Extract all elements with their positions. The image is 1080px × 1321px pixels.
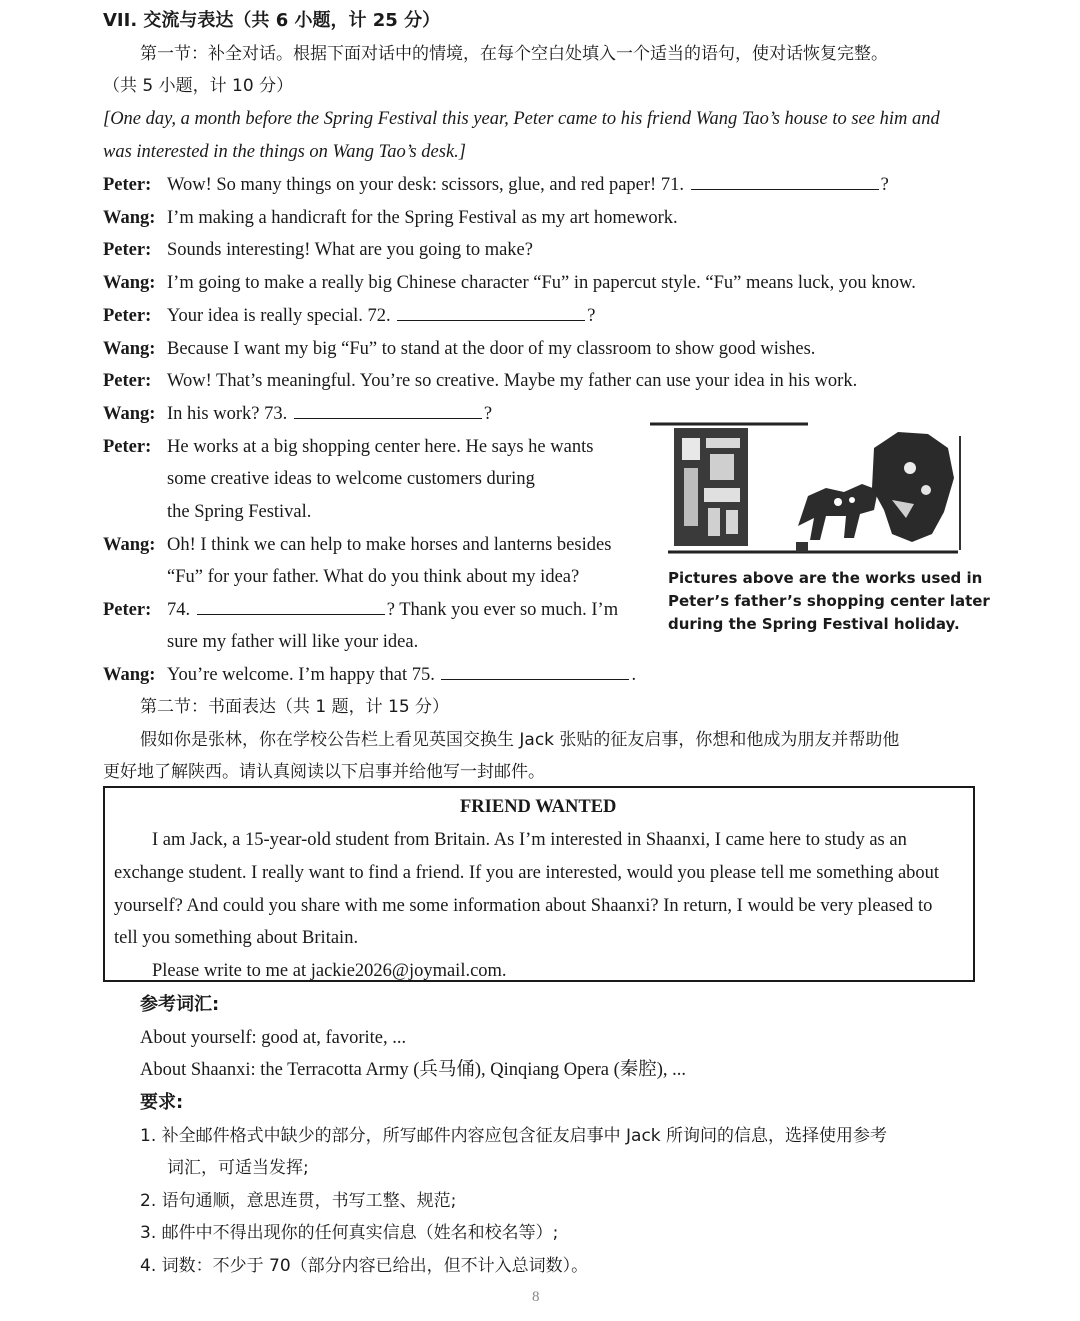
section-title: VII. 交流与表达（共 6 小题，计 25 分）: [103, 10, 441, 31]
dialogue-line: some creative ideas to welcome customers during: [167, 469, 535, 489]
speaker-label: Peter:: [103, 437, 152, 457]
notice-line: yourself? And could you share with me some information about Shaanxi? In return, I would be very pleased to: [114, 896, 933, 916]
page-number: 8: [532, 1289, 540, 1305]
answer-blank-73[interactable]: [294, 402, 482, 419]
speaker-label: Peter:: [103, 175, 152, 195]
dialogue-line-71: Wow! So many things on your desk: scissors, glue, and red paper! 71. ?: [167, 175, 889, 195]
context-line-2: was interested in the things on Wang Tao’s desk.]: [103, 142, 466, 162]
dialogue-line: Wow! That’s meaningful. You’re so creative. Maybe my father can use your idea in his work.: [167, 371, 858, 391]
dialogue-line-74: 74. ? Thank you ever so much. I’m: [167, 600, 619, 620]
requirement-item: 2. 语句通顺，意思连贯，书写工整、规范;: [140, 1191, 457, 1211]
requirement-item: 词汇，可适当发挥;: [167, 1158, 309, 1178]
speaker-label: Wang:: [103, 208, 156, 228]
picture-caption: Peter’s father’s shopping center later: [668, 592, 990, 610]
answer-blank-74[interactable]: [197, 598, 385, 615]
speaker-label: Peter:: [103, 600, 152, 620]
speaker-label: Wang:: [103, 535, 156, 555]
dialogue-line-73: In his work? 73. ?: [167, 404, 493, 424]
picture-caption: during the Spring Festival holiday.: [668, 615, 960, 633]
part2-instruction: 假如你是张林，你在学校公告栏上看见英国交换生 Jack 张贴的征友启事，你想和他成为朋友并帮助他: [140, 730, 900, 750]
speaker-label: Peter:: [103, 240, 152, 260]
reference-line: About yourself: good at, favorite, ...: [140, 1028, 407, 1048]
speaker-label: Wang:: [103, 665, 156, 685]
part1-score: （共 5 小题，计 10 分）: [103, 76, 294, 96]
speaker-label: Peter:: [103, 306, 152, 326]
requirement-item: 3. 邮件中不得出现你的任何真实信息（姓名和校名等）;: [140, 1223, 559, 1243]
answer-blank-71[interactable]: [691, 173, 879, 190]
dialogue-line: Because I want my big “Fu” to stand at the door of my classroom to show good wishes.: [167, 339, 816, 359]
part1-instruction: 第一节：补全对话。根据下面对话中的情境，在每个空白处填入一个适当的语句，使对话恢复完整。: [140, 44, 888, 64]
speaker-label: Wang:: [103, 339, 156, 359]
speaker-label: Wang:: [103, 273, 156, 293]
part2-title: 第二节：书面表达（共 1 题，计 15 分）: [140, 697, 450, 717]
reference-line: About Shaanxi: the Terracotta Army (兵马俑), Qinqiang Opera (秦腔), ...: [140, 1060, 687, 1080]
requirements-title: 要求:: [140, 1092, 184, 1113]
notice-line: exchange student. I really want to find a friend. If you are interested, would you please tell me something about: [114, 863, 940, 883]
dialogue-line: sure my father will like your idea.: [167, 632, 419, 652]
dialogue-line: I’m making a handicraft for the Spring Festival as my art homework.: [167, 208, 678, 228]
dialogue-line-72: Your idea is really special. 72. ?: [167, 306, 596, 326]
dialogue-line: “Fu” for your father. What do you think about my idea?: [167, 567, 580, 587]
notice-heading: FRIEND WANTED: [460, 797, 617, 817]
answer-blank-75[interactable]: [441, 663, 629, 680]
requirement-item: 4. 词数：不少于 70（部分内容已给出，但不计入总词数）。: [140, 1256, 589, 1276]
notice-line: I am Jack, a 15-year-old student from Britain. As I’m interested in Shaanxi, I came here to study as an: [152, 830, 907, 850]
notice-line: tell you something about Britain.: [114, 928, 359, 948]
dialogue-line: the Spring Festival.: [167, 502, 312, 522]
part2-instruction: 更好地了解陕西。请认真阅读以下启事并给他写一封邮件。: [103, 762, 545, 782]
dialogue-line-75: You’re welcome. I’m happy that 75. .: [167, 665, 637, 685]
dialogue-line: Sounds interesting! What are you going to make?: [167, 240, 533, 260]
context-line-1: [One day, a month before the Spring Festival this year, Peter came to his friend Wang Tao’s house to see him and: [103, 109, 940, 129]
requirement-item: 1. 补全邮件格式中缺少的部分，所写邮件内容应包含征友启事中 Jack 所询问的信息，选择使用参考: [140, 1126, 888, 1146]
speaker-label: Peter:: [103, 371, 152, 391]
answer-blank-72[interactable]: [397, 304, 585, 321]
notice-contact: Please write to me at jackie2026@joymail.com.: [152, 961, 507, 981]
speaker-label: Wang:: [103, 404, 156, 424]
dialogue-line: He works at a big shopping center here. He says he wants: [167, 437, 594, 457]
papercut-picture: [648, 418, 966, 560]
picture-caption: Pictures above are the works used in: [668, 569, 983, 587]
dialogue-line: Oh! I think we can help to make horses and lanterns besides: [167, 535, 612, 555]
dialogue-line: I’m going to make a really big Chinese character “Fu” in papercut style. “Fu” means luck, you know.: [167, 273, 916, 293]
reference-title: 参考词汇:: [140, 994, 220, 1015]
